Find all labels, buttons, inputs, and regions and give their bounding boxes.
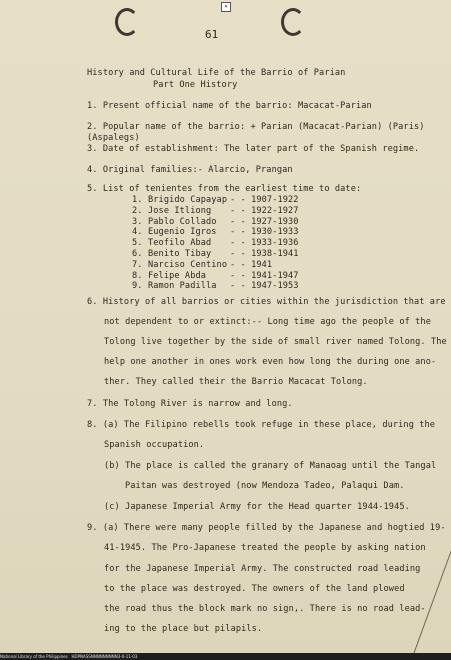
teniente-number: 2. bbox=[132, 205, 143, 216]
teniente-number: 9. bbox=[132, 281, 143, 292]
page-curl-edge bbox=[400, 540, 451, 660]
teniente-years: - - 1930-1933 bbox=[230, 227, 299, 238]
item-8-line: Paitan was destroyed (now Mendoza Tadeo, Palaqui Dam. bbox=[125, 481, 405, 491]
item-6-line: Tolong live together by the side of small river named Tolong. The bbox=[104, 337, 447, 347]
title-line-2: Part One History bbox=[153, 80, 238, 90]
teniente-years: - - 1907-1922 bbox=[230, 195, 299, 205]
teniente-years: - - 1941-1947 bbox=[230, 270, 299, 281]
teniente-name: Brigido Capayap bbox=[148, 195, 228, 205]
item-2: 2. Popular name of the barrio: + Parian (Macacat-Parian) (Paris) bbox=[87, 122, 425, 132]
item-8-line: (b) The place is called the granary of Manaoag until the Tangal bbox=[104, 461, 437, 471]
item-9-line: the road thus the block mark no sign,. There is no road lead- bbox=[104, 604, 426, 614]
teniente-name: Narciso Centino bbox=[148, 259, 228, 270]
binding-hole-right bbox=[281, 8, 305, 36]
teniente-number: 4. bbox=[132, 227, 143, 238]
teniente-name: Pablo Collado bbox=[148, 216, 217, 227]
teniente-number: 6. bbox=[132, 249, 143, 259]
item-6-line: help one another in ones work even how long the during one ano- bbox=[104, 357, 437, 367]
item-9-line: for the Japanese Imperial Army. The constructed road leading bbox=[104, 564, 421, 574]
item-6-line: ther. They called their the Barrio Macacat Tolong. bbox=[104, 377, 368, 387]
teniente-number: 1. bbox=[132, 195, 143, 205]
item-1: 1. Present official name of the barrio: Macacat-Parian bbox=[87, 101, 372, 111]
item-4: 4. Original families:- Alarcio, Prangan bbox=[87, 165, 293, 175]
teniente-years: - - 1941 bbox=[230, 259, 273, 270]
title-line-1: History and Cultural Life of the Barrio of Parian bbox=[87, 68, 346, 78]
teniente-name: Felipe Abda bbox=[148, 270, 207, 281]
teniente-number: 7. bbox=[132, 259, 143, 270]
item-7: 7. The Tolong River is narrow and long. bbox=[87, 399, 293, 409]
binding-hole-left bbox=[115, 8, 139, 36]
teniente-years: - - 1933-1936 bbox=[230, 238, 299, 249]
item-8-line: 8. (a) The Filipino rebells took refuge in these place, during the bbox=[87, 420, 436, 430]
item-2-cont: (Aspalegs) bbox=[87, 133, 140, 143]
teniente-years: - - 1927-1930 bbox=[230, 216, 299, 227]
teniente-number: 8. bbox=[132, 270, 143, 281]
page-number: 61 bbox=[205, 28, 219, 41]
teniente-years: - - 1947-1953 bbox=[230, 281, 299, 292]
teniente-years: - - 1938-1941 bbox=[230, 249, 299, 259]
teniente-number: 3. bbox=[132, 216, 143, 227]
teniente-name: Jose Itliong bbox=[148, 205, 212, 216]
item-3: 3. Date of establishment: The later part of the Spanish regime. bbox=[87, 144, 420, 154]
scan-marker: × bbox=[221, 2, 231, 12]
teniente-name: Ramon Padilla bbox=[148, 281, 217, 292]
item-6-line: not dependent to or extinct:-- Long time ago the people of the bbox=[104, 317, 431, 327]
teniente-name: Teofilo Abad bbox=[148, 238, 212, 249]
item-8-line: (c) Japanese Imperial Army for the Head quarter 1944-1945. bbox=[104, 502, 410, 512]
scan-footer: National Library of the Philippines HDPNASSNNNNNNNNN3-0-11-03 bbox=[0, 653, 451, 660]
item-9-line: 9. (a) There were many people filled by the Japanese and hogtied 19- bbox=[87, 523, 446, 533]
item-5: 5. List of tenientes from the earliest time to date: bbox=[87, 184, 362, 194]
item-9-line: ing to the place but pilapils. bbox=[104, 624, 263, 634]
item-6-line: 6. History of all barrios or cities within the jurisdiction that are bbox=[87, 297, 446, 307]
teniente-number: 5. bbox=[132, 238, 143, 249]
teniente-name: Eugenio Igros bbox=[148, 227, 217, 238]
teniente-years: - - 1922-1927 bbox=[230, 205, 299, 216]
item-9-line: to the place was destroyed. The owners of the land plowed bbox=[104, 584, 405, 594]
teniente-name: Benito Tibay bbox=[148, 249, 212, 259]
item-9-line: 41-1945. The Pro-Japanese treated the people by asking nation bbox=[104, 543, 426, 553]
item-8-line: Spanish occupation. bbox=[104, 440, 205, 450]
